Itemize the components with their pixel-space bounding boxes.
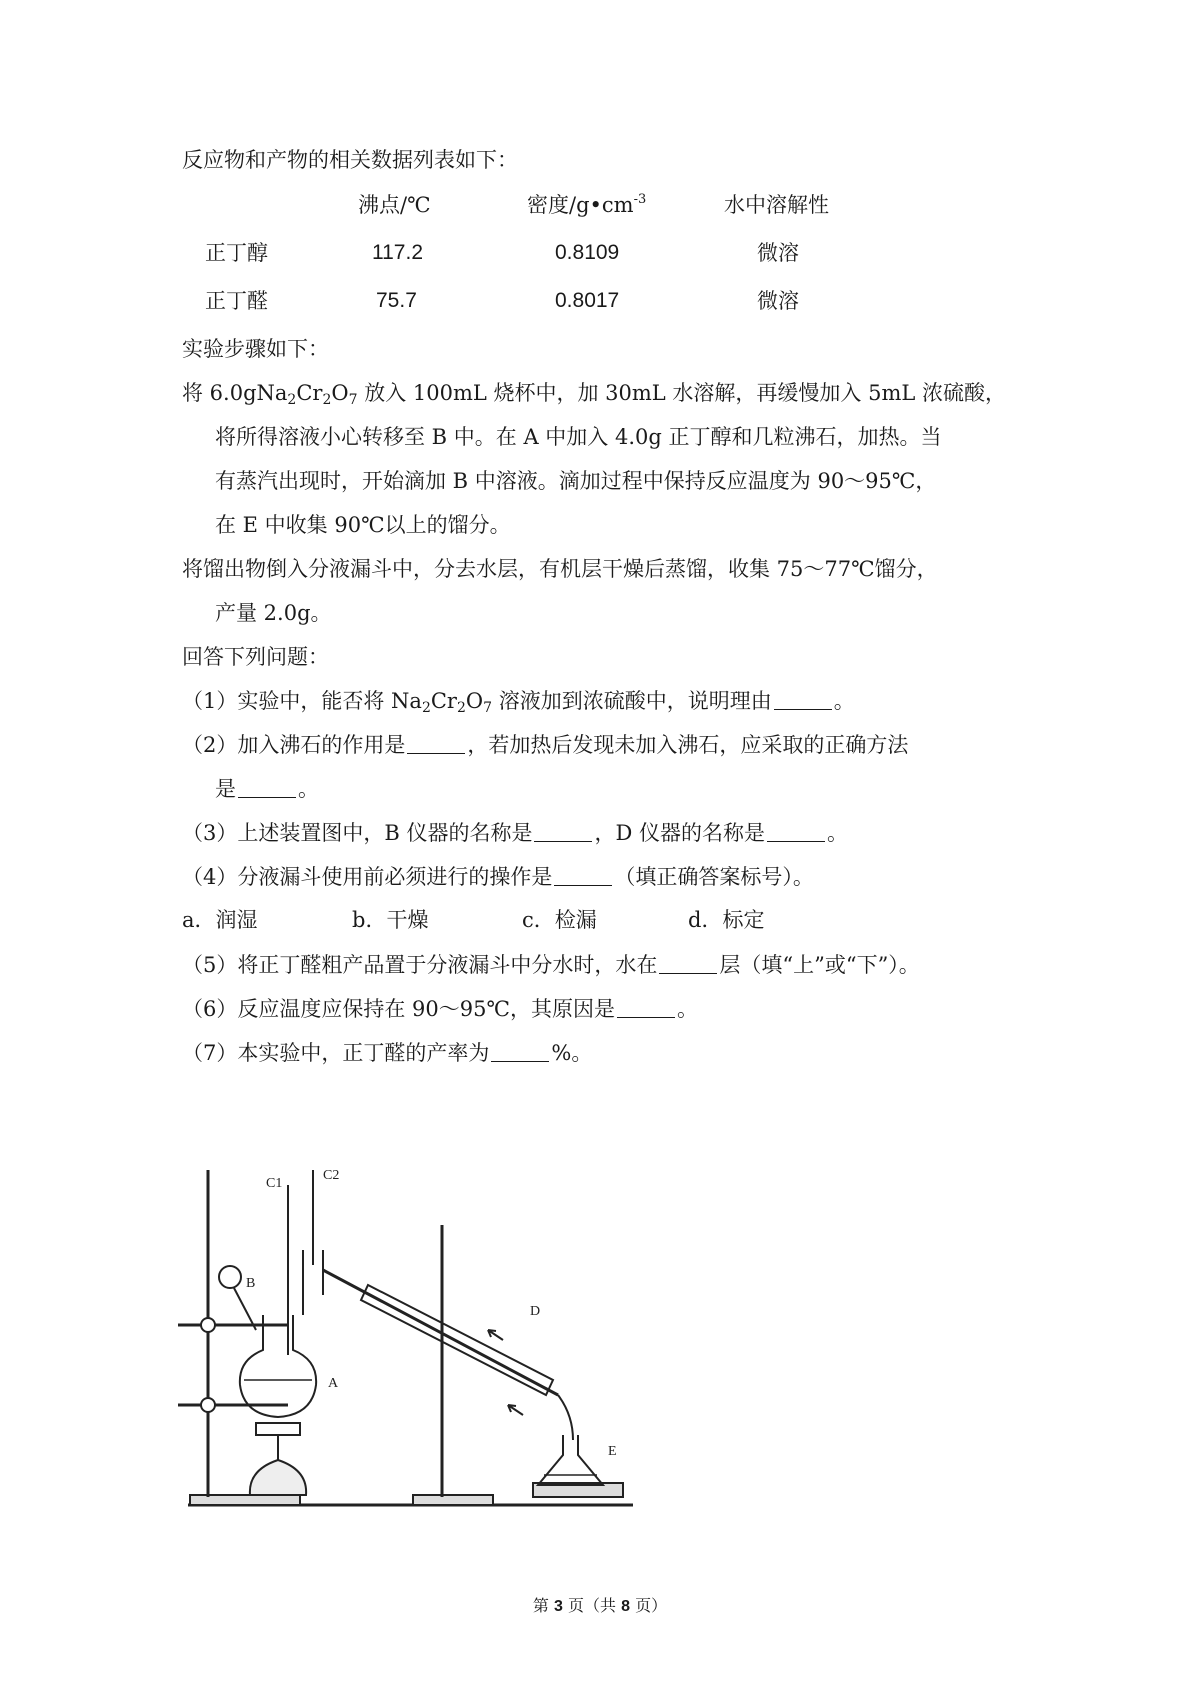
flask-a <box>240 1315 316 1417</box>
label-c1: C1 <box>266 1176 283 1191</box>
answer-blank[interactable] <box>491 1041 549 1062</box>
answer-title: 回答下列问题： <box>182 645 329 669</box>
row-boiling-point: 75.7 <box>376 289 417 312</box>
clamp-knob <box>201 1318 215 1332</box>
label-d: D <box>530 1304 541 1319</box>
row-solubility: 微溶 <box>757 289 799 313</box>
clamp-knob <box>201 1398 215 1412</box>
step1-line: 在 E 中收集 90℃以上的馏分。 <box>215 513 511 537</box>
label-e: E <box>608 1444 617 1459</box>
step1-line: 有蒸汽出现时，开始滴加 B 中溶液。滴加过程中保持反应温度为 90～95℃， <box>215 469 937 493</box>
dropping-funnel-b <box>219 1266 241 1288</box>
label-a: A <box>328 1376 339 1391</box>
step2-line: 产量 2.0g。 <box>215 601 332 625</box>
row-boiling-point: 117.2 <box>372 241 423 264</box>
water-arrow-out <box>488 1330 503 1340</box>
row-density: 0.8017 <box>555 289 620 312</box>
page-footer: 第 3 页（共 8 页） <box>532 1596 668 1615</box>
question-2: （2）加入沸石的作用是 ，若加热后发现未加入沸石，应采取的正确方法 <box>182 733 909 757</box>
answer-blank[interactable] <box>617 997 675 1018</box>
distillation-apparatus-figure <box>178 1165 648 1530</box>
label-b: B <box>246 1276 256 1291</box>
water-arrow-in <box>508 1405 523 1415</box>
row-density: 0.8109 <box>555 241 620 264</box>
answer-blank[interactable] <box>238 777 296 798</box>
option-c[interactable]: c．检漏 <box>522 908 597 932</box>
answer-blank[interactable] <box>774 689 832 710</box>
alcohol-lamp <box>250 1460 306 1495</box>
step1-line: 将 $6.0gNa_2Cr_2O_7$ 放入 100mL 烧杯中，加 30mL 水溶解，再缓慢加入 5mL 浓硫酸， <box>182 381 1006 408</box>
question-3: （3）上述装置图中，B 仪器的名称是 ，D 仪器的名称是 。 <box>182 821 848 845</box>
row-name: 正丁醇 <box>205 241 268 265</box>
header-density: 密度$/g•cm^{-3}$ <box>527 192 647 217</box>
answer-blank[interactable] <box>554 865 612 886</box>
receiver-flask-e <box>538 1435 603 1485</box>
question-4: （4）分液漏斗使用前必须进行的操作是 （填正确答案标号）。 <box>182 865 814 889</box>
row-solubility: 微溶 <box>757 241 799 265</box>
question-7: （7）本实验中，正丁醛的产率为 %。 <box>182 1041 593 1065</box>
question-6: （6）反应温度应保持在 90～95℃，其原因是 。 <box>182 997 698 1021</box>
question-1: （1）实验中，能否将 $Na_2Cr_2O_7$ 溶液加到浓硫酸中，说明理由 。 <box>182 689 855 716</box>
answer-blank[interactable] <box>767 821 825 842</box>
question-5: （5）将正丁醛粗产品置于分液漏斗中分水时，水在 层（填“上”或“下”）。 <box>182 953 920 977</box>
steps-title: 实验步骤如下： <box>182 337 329 361</box>
answer-blank[interactable] <box>407 733 465 754</box>
header-solubility: 水中溶解性 <box>724 193 829 217</box>
question-2-cont: 是 。 <box>215 777 319 801</box>
label-c2: C2 <box>323 1168 340 1183</box>
gauze <box>256 1423 300 1435</box>
answer-blank[interactable] <box>659 953 717 974</box>
step1-line: 将所得溶液小心转移至 B 中。在 A 中加入 4.0g 正丁醇和几粒沸石，加热。当 <box>215 425 942 449</box>
answer-blank[interactable] <box>534 821 592 842</box>
adapter <box>558 1395 573 1440</box>
option-b[interactable]: b．干燥 <box>352 908 429 932</box>
option-d[interactable]: d．标定 <box>688 908 765 932</box>
step2-line: 将馏出物倒入分液漏斗中，分去水层，有机层干燥后蒸馏，收集 75～77℃馏分， <box>182 557 938 581</box>
option-a[interactable]: a．润湿 <box>182 908 258 932</box>
stand-base-mid <box>413 1495 493 1505</box>
header-boiling-point: 沸点/℃ <box>358 193 431 217</box>
row-name: 正丁醛 <box>205 289 268 313</box>
intro-text: 反应物和产物的相关数据列表如下： <box>182 148 518 172</box>
